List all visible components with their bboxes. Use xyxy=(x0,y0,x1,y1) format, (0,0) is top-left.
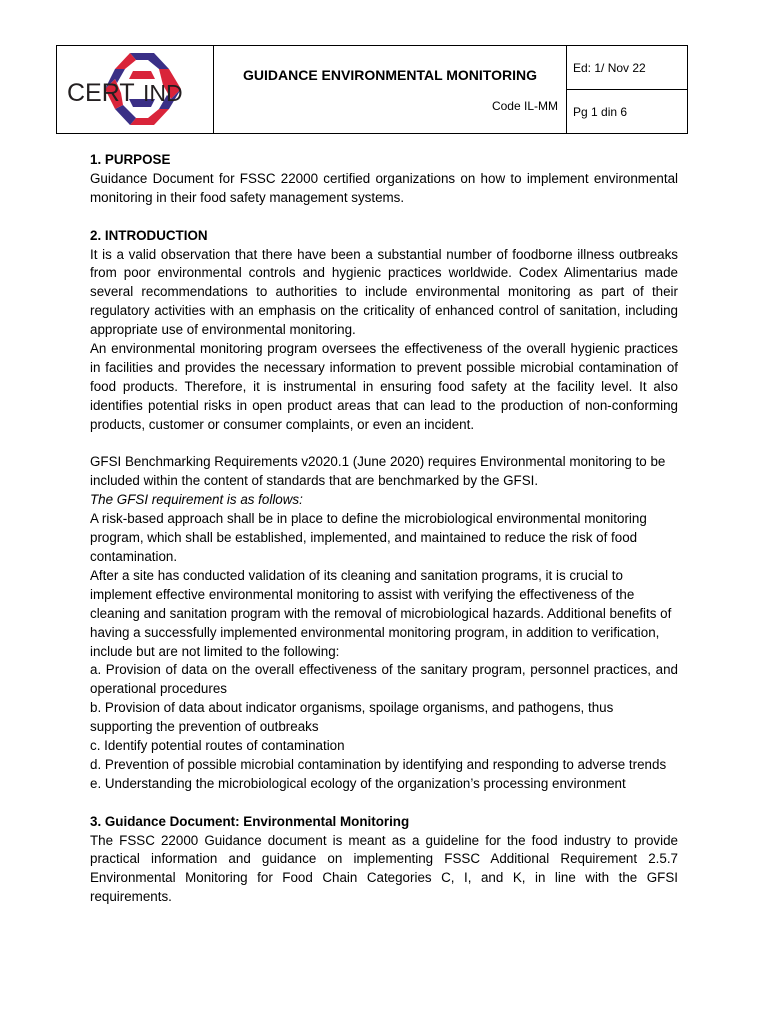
intro-paragraph-1: It is a valid observation that there have been a substantial number of foodborne illness outbreaks from poor environmental controls and hygienic practices worldwide. Codex Alimentarius made several recommendations to authorities to include environmental monitoring as part of their regulatory activities with an emphasis on the criticality of enhanced control of sanitation, including appropriate use of environmental monitoring. xyxy=(90,246,678,338)
list-item: e. Understanding the microbiological ecology of the organization’s processing environment xyxy=(90,775,626,791)
section-heading-guidance: 3. Guidance Document: Environmental Monitoring xyxy=(90,813,410,829)
page-number: Pg 1 din 6 xyxy=(567,90,688,134)
intro-paragraph-6: After a site has conducted validation of its cleaning and sanitation programs, it is crucial to implement effective environmental monitoring to assist with verifying the effectiveness of the cleaning and sanitation program with the removal of microbiological hazards. Additional benefits of having a successfully implemented environmental monitoring program, in addition to verification, include but are not limited to the following: xyxy=(90,567,672,659)
list-item: d. Prevention of possible microbial contamination by identifying and responding to adverse trends xyxy=(90,756,667,772)
edition-label: Ed: 1/ Nov 22 xyxy=(567,46,688,90)
document-title: GUIDANCE ENVIRONMENTAL MONITORING xyxy=(242,67,537,83)
logo-text-left: CERT xyxy=(67,79,135,107)
list-item: a. Provision of data on the overall effectiveness of the sanitary program, personnel practices, and operational procedures xyxy=(90,662,678,697)
gfsi-requirement-label: The GFSI requirement is as follows: xyxy=(90,492,303,508)
document-body xyxy=(90,151,678,907)
certind-logo xyxy=(63,49,209,131)
purpose-paragraph: Guidance Document for FSSC 22000 certified organizations on how to implement environmental monitoring in their food safety management systems. xyxy=(90,170,678,205)
intro-paragraph-3: GFSI Benchmarking Requirements v2020.1 (June 2020) requires Environmental monitoring to be included within the content of standards that are benchmarked by the GFSI. xyxy=(90,454,666,489)
list-item: c. Identify potential routes of contamination xyxy=(90,738,345,754)
logo-text-right: IND xyxy=(143,80,183,106)
guidance-paragraph: The FSSC 22000 Guidance document is meant as a guideline for the food industry to provide practical information and guidance on implementing FSSC Additional Requirement 2.5.7 Environmental Monitoring for Food Chain Categories C, I, and K, in line with the GFSI requirements. xyxy=(90,832,678,905)
section-heading-purpose: 1. PURPOSE xyxy=(90,152,171,167)
document-code: Code IL-MM xyxy=(491,99,558,113)
section-heading-introduction: 2. INTRODUCTION xyxy=(90,227,208,243)
logo-cell xyxy=(57,46,214,134)
document-header xyxy=(56,45,688,134)
intro-paragraph-2: An environmental monitoring program oversees the effectiveness of the overall hygienic practices in facilities and provides the necessary information to prevent possible microbial contamination of food products. Therefore, it is instrumental in ensuring food safety at the facility level. It also identifies potential risks in open product areas that can lead to the production of non-conforming products, customer or consumer complaints, or even an incident. xyxy=(90,341,678,432)
list-item: b. Provision of data about indicator organisms, spoilage organisms, and pathogens, thus supporting the prevention of outbreaks xyxy=(90,700,614,735)
title-cell xyxy=(214,46,567,134)
intro-paragraph-5: A risk-based approach shall be in place to define the microbiological environmental monitoring program, which shall be established, implemented, and maintained to reduce the risk of food contamination. xyxy=(90,511,647,564)
